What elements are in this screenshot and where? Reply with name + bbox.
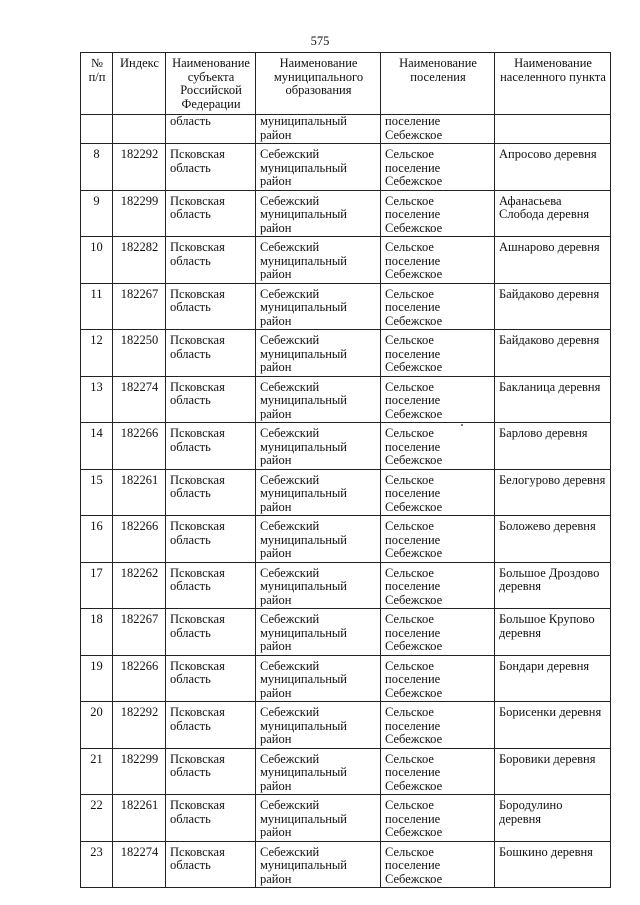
cell-settlement: Сельское поселение Себежское (381, 469, 495, 516)
cell-settlement: Сельское поселение Себежское (381, 283, 495, 330)
table-row (81, 795, 611, 842)
cell-municipal: Себежский муниципальный район (256, 283, 381, 330)
header-municipal: Наименование муниципального образования (256, 53, 381, 115)
header-index: Индекс (113, 53, 166, 115)
cell-settlement: Сельское поселение Себежское (381, 237, 495, 284)
table-row (81, 283, 611, 330)
cell-locality: Байдаково деревня (495, 330, 611, 377)
cell-num (81, 115, 113, 144)
cell-subject: Псковская область (166, 190, 256, 237)
cell-index: 182292 (113, 702, 166, 749)
cell-locality: Борисенки деревня (495, 702, 611, 749)
cell-municipal: Себежский муниципальный район (256, 516, 381, 563)
header-num: № п/п (81, 53, 113, 115)
cell-subject: Псковская область (166, 795, 256, 842)
cell-subject: Псковская область (166, 702, 256, 749)
cell-locality: Бородулино деревня (495, 795, 611, 842)
cell-locality: Апросово деревня (495, 144, 611, 191)
cell-settlement: Сельское поселение Себежское (381, 562, 495, 609)
cell-settlement: поселение Себежское (381, 115, 495, 144)
table-row (81, 702, 611, 749)
cell-subject: Псковская область (166, 283, 256, 330)
cell-settlement: Сельское поселение Себежское (381, 795, 495, 842)
cell-num: 11 (81, 283, 113, 330)
cell-index: 182261 (113, 795, 166, 842)
cell-locality: Барлово деревня (495, 423, 611, 470)
cell-locality: Бошкино деревня (495, 841, 611, 888)
cell-municipal: Себежский муниципальный район (256, 144, 381, 191)
cell-index: 182274 (113, 841, 166, 888)
cell-municipal: Себежский муниципальный район (256, 702, 381, 749)
cell-locality (495, 115, 611, 144)
cell-settlement: Сельское поселение Себежское (381, 748, 495, 795)
table-row (81, 469, 611, 516)
cell-locality: Ашнарово деревня (495, 237, 611, 284)
cell-subject: Псковская область (166, 841, 256, 888)
cell-locality: Боровики деревня (495, 748, 611, 795)
header-locality: Наименование населенного пункта (495, 53, 611, 115)
cell-index: 182250 (113, 330, 166, 377)
cell-index: 182267 (113, 609, 166, 656)
cell-num: 10 (81, 237, 113, 284)
continuation-row (81, 115, 611, 144)
cell-num: 18 (81, 609, 113, 656)
table-row (81, 562, 611, 609)
table-row (81, 190, 611, 237)
cell-subject: Псковская область (166, 330, 256, 377)
cell-settlement: Сельское поселение Себежское (381, 702, 495, 749)
cell-locality: Боложево деревня (495, 516, 611, 563)
cell-index: 182282 (113, 237, 166, 284)
cell-num: 23 (81, 841, 113, 888)
cell-num: 17 (81, 562, 113, 609)
cell-municipal: Себежский муниципальный район (256, 330, 381, 377)
cell-municipal: Себежский муниципальный район (256, 655, 381, 702)
cell-num: 15 (81, 469, 113, 516)
table-row (81, 376, 611, 423)
header-settlement: Наименование поселения (381, 53, 495, 115)
header-subject: Наименование субъекта Российской Федерации (166, 53, 256, 115)
table-header-row (81, 53, 611, 115)
cell-locality: Большое Дроздово деревня (495, 562, 611, 609)
cell-num: 22 (81, 795, 113, 842)
cell-index (113, 115, 166, 144)
cell-locality: Афанасьева Слобода деревня (495, 190, 611, 237)
cell-num: 13 (81, 376, 113, 423)
cell-index: 182266 (113, 423, 166, 470)
cell-settlement: Сельское поселение Себежское (381, 330, 495, 377)
cell-num: 20 (81, 702, 113, 749)
cell-municipal: Себежский муниципальный район (256, 748, 381, 795)
cell-settlement: Сельское поселение Себежское (381, 144, 495, 191)
table-row (81, 237, 611, 284)
table-body (81, 115, 611, 888)
cell-index: 182266 (113, 655, 166, 702)
cell-subject: область (166, 115, 256, 144)
cell-municipal: муниципальный район (256, 115, 381, 144)
cell-municipal: Себежский муниципальный район (256, 795, 381, 842)
cell-locality: Большое Крупово деревня (495, 609, 611, 656)
cell-index: 182266 (113, 516, 166, 563)
cell-municipal: Себежский муниципальный район (256, 841, 381, 888)
cell-index: 182292 (113, 144, 166, 191)
table-row (81, 144, 611, 191)
cell-index: 182267 (113, 283, 166, 330)
table-row (81, 841, 611, 888)
cell-settlement: Сельское поселение Себежское (381, 190, 495, 237)
table-row (81, 655, 611, 702)
cell-municipal: Себежский муниципальный район (256, 376, 381, 423)
cell-subject: Псковская область (166, 562, 256, 609)
cell-subject: Псковская область (166, 376, 256, 423)
cell-settlement: Сельское поселение Себежское (381, 423, 495, 470)
cell-locality: Бондари деревня (495, 655, 611, 702)
cell-settlement: Сельское поселение Себежское (381, 655, 495, 702)
page-number: 575 (310, 34, 330, 48)
cell-index: 182262 (113, 562, 166, 609)
cell-settlement: Сельское поселение Себежское (381, 609, 495, 656)
cell-municipal: Себежский муниципальный район (256, 609, 381, 656)
cell-index: 182299 (113, 190, 166, 237)
cell-subject: Псковская область (166, 237, 256, 284)
cell-num: 19 (81, 655, 113, 702)
cell-locality: Байдаково деревня (495, 283, 611, 330)
cell-settlement: Сельское поселение Себежское (381, 516, 495, 563)
table-row (81, 748, 611, 795)
cell-settlement: Сельское поселение Себежское (381, 841, 495, 888)
cell-municipal: Себежский муниципальный район (256, 562, 381, 609)
cell-subject: Псковская область (166, 609, 256, 656)
cell-index: 182299 (113, 748, 166, 795)
cell-subject: Псковская область (166, 469, 256, 516)
cell-index: 182261 (113, 469, 166, 516)
cell-municipal: Себежский муниципальный район (256, 423, 381, 470)
table-row (81, 423, 611, 470)
cell-subject: Псковская область (166, 423, 256, 470)
cell-index: 182274 (113, 376, 166, 423)
cell-subject: Псковская область (166, 655, 256, 702)
table-row (81, 516, 611, 563)
table-row (81, 330, 611, 377)
localities-table (80, 52, 611, 888)
cell-municipal: Себежский муниципальный район (256, 190, 381, 237)
cell-locality: Белогурово деревня (495, 469, 611, 516)
table-row (81, 609, 611, 656)
cell-subject: Псковская область (166, 516, 256, 563)
cell-num: 9 (81, 190, 113, 237)
cell-subject: Псковская область (166, 144, 256, 191)
cell-municipal: Себежский муниципальный район (256, 469, 381, 516)
cell-num: 21 (81, 748, 113, 795)
scan-speck (461, 424, 463, 426)
cell-num: 12 (81, 330, 113, 377)
cell-num: 14 (81, 423, 113, 470)
cell-settlement: Сельское поселение Себежское (381, 376, 495, 423)
cell-num: 8 (81, 144, 113, 191)
cell-subject: Псковская область (166, 748, 256, 795)
cell-municipal: Себежский муниципальный район (256, 237, 381, 284)
cell-locality: Бакланица деревня (495, 376, 611, 423)
cell-num: 16 (81, 516, 113, 563)
